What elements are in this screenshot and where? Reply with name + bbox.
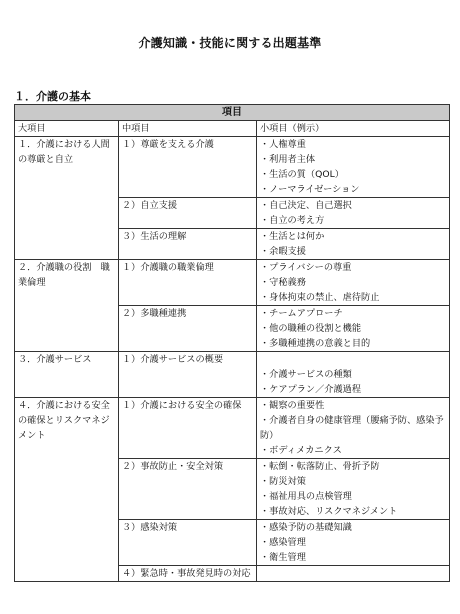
minor-item: ・利用者主体 [260, 154, 316, 165]
minor-items-cell [257, 198, 450, 229]
minor-items-cell [257, 137, 450, 198]
mid-item-cell: ３）感染対策 [119, 520, 257, 566]
blank-line [260, 352, 446, 367]
mid-item-cell: ２）事故防止・安全対策 [119, 459, 257, 520]
minor-items-cell [257, 398, 450, 459]
mid-item-cell: ３）生活の理解 [119, 229, 257, 260]
table-body [15, 137, 450, 582]
mid-item-cell: １）尊厳を支える介護 [119, 137, 257, 198]
mid-item-cell: ４）緊急時・事故発見時の対応 [119, 566, 257, 582]
minor-item: ・人権尊重 [260, 139, 306, 150]
major-item-cell: ４．介護における安全の確保とリスクマネジメント [15, 398, 119, 582]
major-item-cell: ３．介護サービス [15, 352, 119, 398]
major-item-cell: １．介護における人間の尊厳と自立 [15, 137, 119, 260]
mid-item-cell: １）介護職の職業倫理 [119, 260, 257, 306]
minor-item: ・生活とは何か [260, 231, 325, 242]
major-item-cell: ２．介護職の役割 職業倫理 [15, 260, 119, 352]
mid-item-cell: １）介護における安全の確保 [119, 398, 257, 459]
column-header-major: 大項目 [15, 121, 119, 137]
table-row [15, 260, 450, 306]
minor-items-cell [257, 459, 450, 520]
minor-item: ・自立の考え方 [260, 215, 325, 226]
minor-item: ・他の職種の役割と機能 [260, 323, 362, 334]
document-title: 介護知識・技能に関する出題基準 [138, 36, 322, 50]
minor-items-cell [257, 229, 450, 260]
minor-item: ・転倒・転落防止、骨折予防 [260, 461, 380, 472]
minor-item: ・感染管理 [260, 537, 306, 548]
minor-item: ・自己決定、自己選択 [260, 200, 352, 211]
table-header: 項目 [15, 105, 450, 121]
minor-item: ・福祉用具の点検管理 [260, 491, 352, 502]
minor-item: ・衛生管理 [260, 552, 306, 563]
minor-item: ・事故対応、リスクマネジメント [260, 506, 398, 517]
minor-item: ・介護者自身の健康管理（腰痛予防、感染予防） [260, 415, 444, 441]
minor-item: ・生活の質（QOL） [260, 169, 344, 180]
minor-item: ・観察の重要性 [260, 400, 325, 411]
minor-item: ・守秘義務 [260, 277, 306, 288]
table-row [15, 352, 450, 398]
section-heading: １．介護の基本 [14, 90, 91, 103]
mid-item-cell: １）介護サービスの概要 [119, 352, 257, 398]
table-row [15, 137, 450, 198]
minor-item: ・余暇支援 [260, 246, 306, 257]
minor-item: ・ボディメカニクス [260, 445, 342, 456]
table-row [15, 398, 450, 459]
minor-items-cell [257, 520, 450, 566]
minor-item: ・チームアプローチ [260, 308, 343, 319]
column-header-mid: 中項目 [119, 121, 257, 137]
minor-item: ・ケアプラン／介護過程 [260, 384, 362, 395]
blank-line [260, 566, 446, 581]
minor-items-cell [257, 260, 450, 306]
mid-item-cell: ２）自立支援 [119, 198, 257, 229]
minor-items-cell [257, 566, 450, 582]
minor-item: ・防災対策 [260, 476, 306, 487]
minor-item: ・ノーマライゼーション [260, 184, 360, 195]
minor-items-cell [257, 306, 450, 352]
minor-item: ・多職種連携の意義と目的 [260, 338, 371, 349]
minor-items-cell [257, 352, 450, 398]
mid-item-cell: ２）多職種連携 [119, 306, 257, 352]
column-header-minor: 小項目（例示） [257, 121, 450, 137]
minor-item: ・介護サービスの種類 [260, 369, 352, 380]
minor-item: ・身体拘束の禁止、虐待防止 [260, 292, 380, 303]
minor-item: ・プライバシーの尊重 [260, 262, 352, 273]
minor-item: ・感染予防の基礎知識 [260, 522, 352, 533]
exam-criteria-table [14, 104, 450, 582]
